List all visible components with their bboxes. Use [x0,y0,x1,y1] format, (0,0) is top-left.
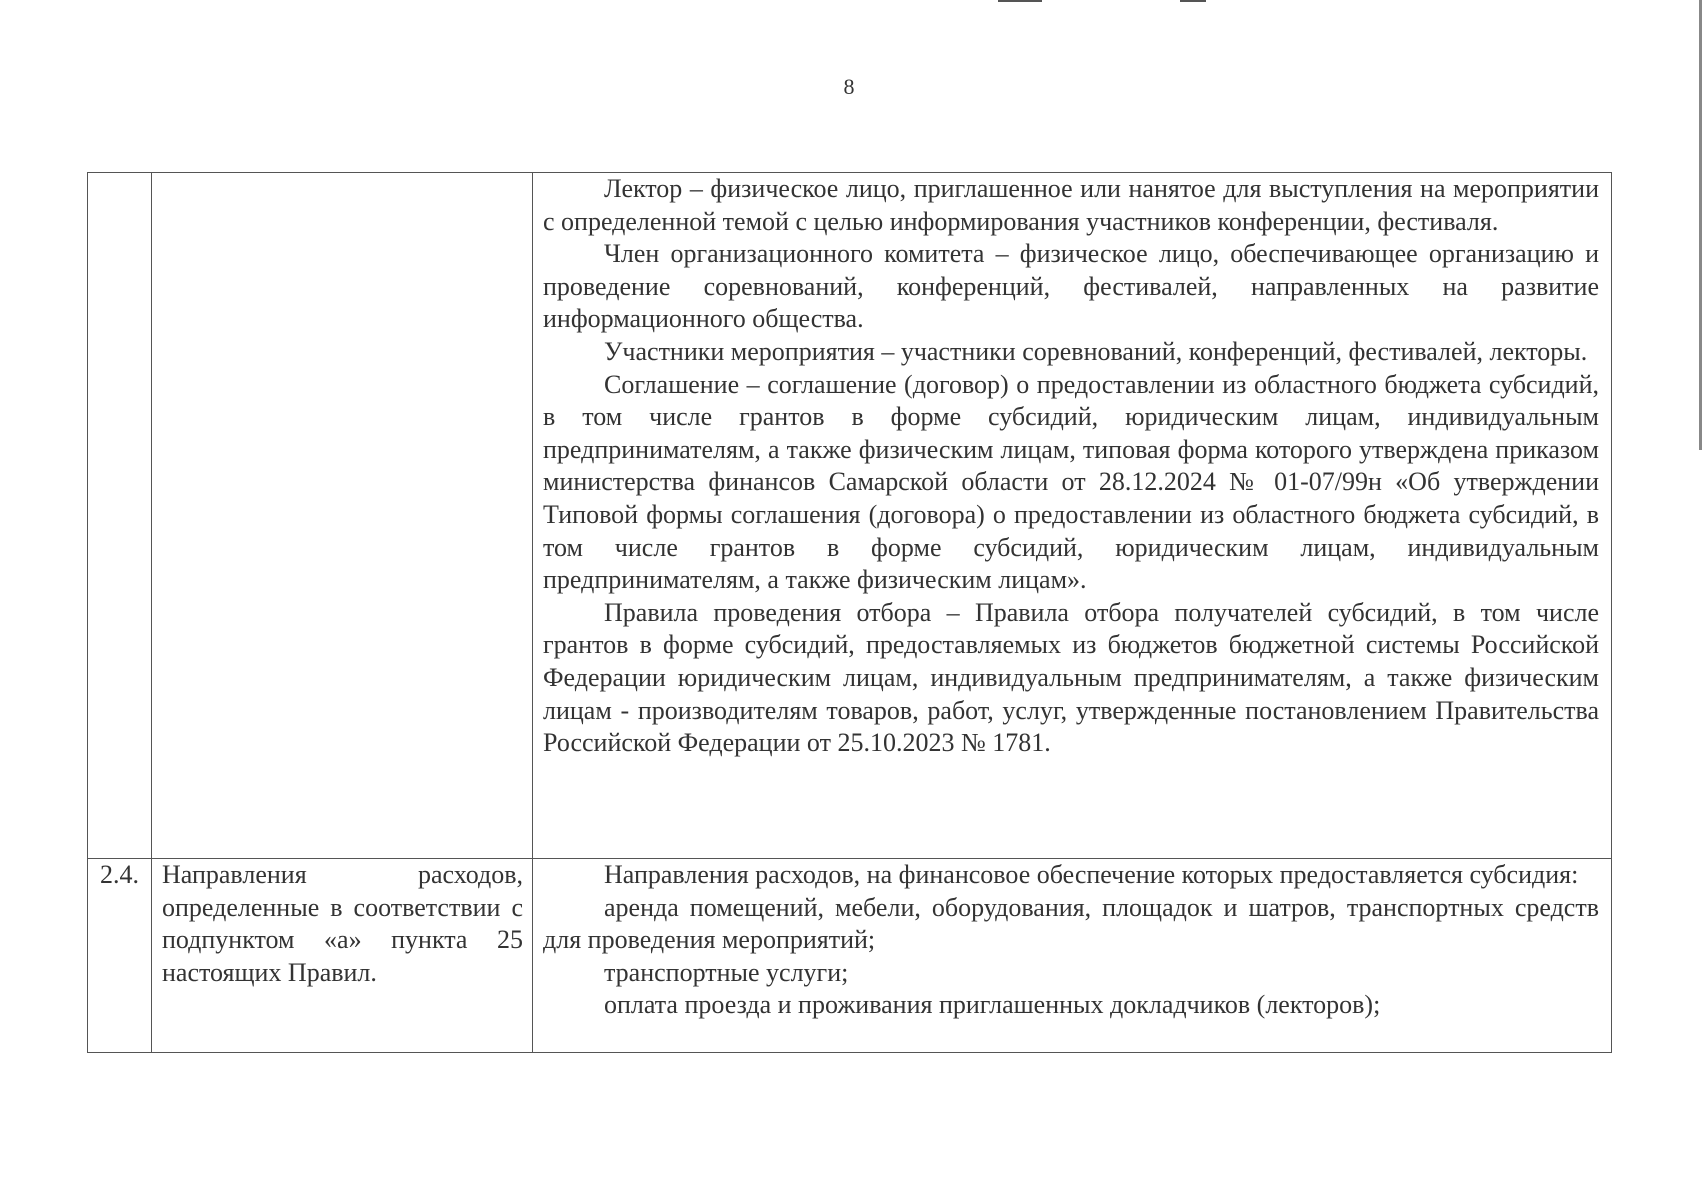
row-description-cell [533,173,1612,859]
row-number-cell [88,173,152,859]
definition-paragraph: Участники мероприятия – участники соревнований, конференций, фестивалей, лекторы. [604,336,1588,366]
rules-table [87,172,1612,1053]
expense-paragraph: транспортные услуги; [604,957,849,987]
definition-paragraph: Правила проведения отбора – Правила отбора получателей субсидий, в том числе грантов в форме субсидий, предоставляемых из бюджетов бюджетной системы Российской Федерации юридическим лицам, индивидуальным предпринимателям, а также физическим лицам - производителям товаров, работ, услуг, утвержденные постановлением Правительства Российской Федерации от 25.10.2023 № 1781. [543,597,1599,758]
row-description-cell [533,859,1612,1053]
row-number-cell: 2.4. [88,859,152,1053]
row-name-cell [152,173,533,859]
expense-paragraph: оплата проезда и проживания приглашенных докладчиков (лекторов); [604,990,1381,1020]
scan-mark [1180,0,1206,2]
table-row [88,173,1612,859]
definition-paragraph: Соглашение – соглашение (договор) о предоставлении из областного бюджета субсидий, в том числе грантов в форме субсидий, юридическим лицам, индивидуальным предпринимателям, а также физическим лицам, типовая форма которого утверждена приказом министерства финансов Самарской области от 28.12.2024 № 01-07/99н «Об утверждении Типовой формы соглашения (договора) о предоставлении из областного бюджета субсидий, в том числе грантов в форме субсидий, юридическим лицам, индивидуальным предпринимателям, а также физическим лицам». [543,369,1599,595]
page-number: 8 [843,74,855,99]
definition-paragraph: Член организационного комитета – физическое лицо, обеспечивающее организацию и проведение соревнований, конференций, фестивалей, направленных на развитие информационного общества. [543,239,1599,334]
expense-paragraph: Направления расходов, на финансовое обеспечение которых предоставляется субсидия: [604,860,1579,889]
expense-paragraph: аренда помещений, мебели, оборудования, площадок и шатров, транспортных средств для проведения мероприятий; [543,892,1599,955]
scan-mark [998,0,1042,2]
definition-paragraph: Лектор – физическое лицо, приглашенное или нанятое для выступления на мероприятии с определенной темой с целью информирования участников конференции, фестиваля. [543,174,1599,236]
table-row [88,859,1612,1053]
row-name-cell: Направления расходов, определенные в соответствии с подпунктом «а» пункта 25 настоящих Правил. [152,859,533,1053]
